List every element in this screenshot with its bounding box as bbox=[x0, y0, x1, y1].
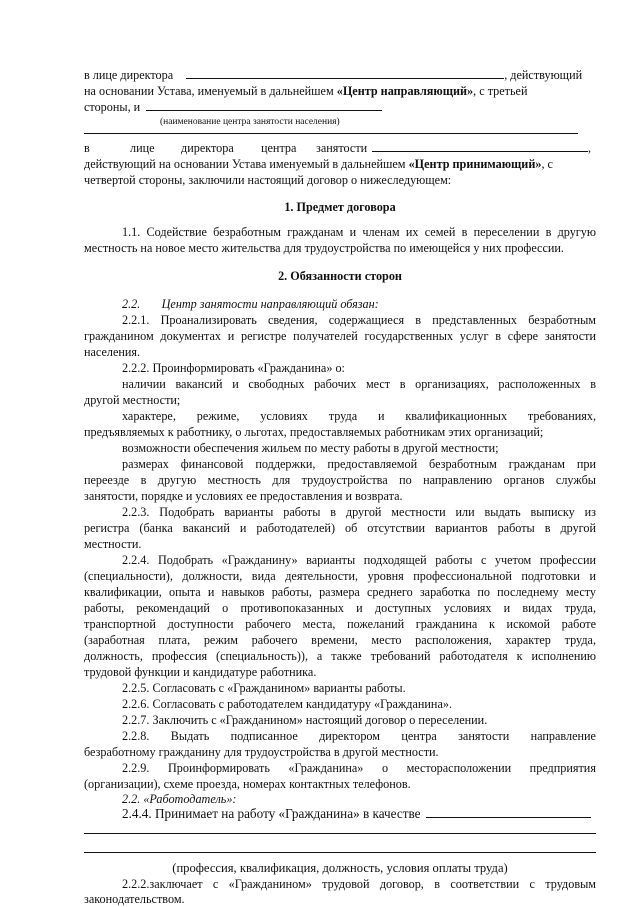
para-2-2-4-l3: квалификации, опыта и навыков работы, размера среднего заработка по последнему месту bbox=[84, 585, 596, 599]
text: на основании Устава, именуемый в дальнейшем bbox=[84, 84, 337, 98]
text: центра bbox=[401, 729, 437, 743]
text: месторасположении bbox=[406, 761, 512, 775]
blank-line-1[interactable] bbox=[84, 833, 596, 834]
text: «Гражданина» bbox=[288, 761, 364, 775]
text: , bbox=[588, 141, 592, 155]
para-2-2-4-l6: (заработная плата, режим рабочего времени, место расположения, характер труда, bbox=[84, 633, 596, 647]
para-2-2-1-end: населения. bbox=[84, 345, 141, 359]
text: , с bbox=[541, 157, 553, 171]
para-2-2-2-item-4-cont: переезде в другую местность для трудоустройства по направлению органов службы bbox=[84, 473, 596, 487]
para-1-1-cont: местность на новое место жительства для трудоустройства по имеющейся у них профессии. bbox=[84, 241, 564, 255]
para-2-2-4-l5: транспортной доступности рабочего места, пожеланий гражданина к искомой работе bbox=[84, 617, 596, 631]
subsection-2-2-heading: 2.2. Центр занятости направляющий обязан: bbox=[122, 297, 379, 311]
text: , действующий bbox=[504, 68, 583, 82]
caption-position: (профессия, квалификация, должность, условия оплаты труда) bbox=[172, 861, 508, 875]
blank-center-name[interactable] bbox=[146, 99, 382, 111]
para-2-2-7: 2.2.7. Заключить с «Гражданином» настоящий договор о переселении. bbox=[122, 713, 488, 727]
para-2-2-4: 2.2.4. Подобрать «Гражданину» варианты подходящей работы с учетом профессии bbox=[122, 553, 596, 567]
text: 2.4.4. Принимает на работу «Гражданина» в качестве bbox=[122, 806, 421, 821]
text: предприятия bbox=[529, 761, 596, 775]
para-2-2-8 bbox=[122, 728, 596, 744]
section-2-title: 2. Обязанности сторон bbox=[278, 269, 402, 283]
para-2-2-9 bbox=[122, 760, 596, 776]
text: , с третьей bbox=[473, 84, 528, 98]
blank-line-2[interactable] bbox=[84, 852, 596, 853]
text: о bbox=[381, 761, 389, 775]
text: Проинформировать bbox=[167, 761, 270, 775]
para-2-2-5: 2.2.5. Согласовать с «Гражданином» варианты работы. bbox=[122, 681, 406, 695]
para-2-2-2-item-2-end: предъявляемых к работнику, о льготах, предоставляемых работникам этих организаций; bbox=[84, 425, 544, 439]
para-1-1: 1.1. Содействие безработным гражданам и членам их семей в переселении в другую bbox=[122, 225, 596, 239]
para-2-2-2-item-4-end: занятости, порядке и условиях ее предоставления и возврата. bbox=[84, 489, 403, 503]
para-2-2-3: 2.2.3. Подобрать варианты работы в другой местности или выдать выписку из bbox=[122, 505, 596, 519]
director-line-1 bbox=[84, 67, 596, 83]
para-2-2-4-l7: должность, профессия (специальность)), а также требований работодателя к исполнению bbox=[84, 649, 596, 663]
para-2-4-4 bbox=[122, 806, 596, 822]
para-2-2-2: 2.2.2. Проинформировать «Гражданина» о: bbox=[122, 361, 345, 375]
text: лице bbox=[130, 141, 155, 155]
text: директором bbox=[319, 729, 381, 743]
basis-line-1 bbox=[84, 83, 596, 99]
party-receiving-center: «Центр принимающий» bbox=[408, 157, 542, 171]
blank-full-line[interactable] bbox=[84, 133, 578, 134]
para-2-2-2-item-1-end: другой местности; bbox=[84, 393, 181, 407]
para-2-2-2-item-1: наличии вакансий и свободных рабочих мест в организациях, расположенных в bbox=[122, 377, 596, 391]
para-2-2-3-cont: регистра (банка вакансий и работодателей) об отсутствии вариантов работы в другой bbox=[84, 521, 596, 535]
text: 2.2.9. bbox=[122, 761, 150, 775]
blank-director-name-2[interactable] bbox=[372, 140, 588, 152]
para-2-2-1-cont: гражданином документах и регистре получателей государственных услуг в сфере занятости bbox=[84, 329, 596, 343]
text: подписанное bbox=[230, 729, 298, 743]
text: Выдать bbox=[170, 729, 210, 743]
text: центра bbox=[261, 141, 297, 155]
para-2-2-2-contract: 2.2.2.заключает с «Гражданином» трудовой договор, в соответствии с трудовым bbox=[122, 877, 596, 891]
para-2-2-6: 2.2.6. Согласовать с работодателем кандидатуру «Гражданина». bbox=[122, 697, 453, 711]
para-2-2-2-item-2: характере, режиме, условиях труда и квалификационных требованиях, bbox=[122, 409, 596, 423]
text: стороны, и bbox=[84, 100, 141, 114]
text: занятости bbox=[458, 729, 510, 743]
para-2-2-4-end: трудовой функции и кандидатуре работника. bbox=[84, 665, 317, 679]
blank-director-name[interactable] bbox=[186, 67, 504, 79]
caption-center-name: (наименование центра занятости населения) bbox=[160, 117, 340, 127]
para-2-2-9-end: (организации), схеме проезда, номерах контактных телефонов. bbox=[84, 777, 411, 791]
party-line-3 bbox=[84, 99, 596, 115]
text: занятости bbox=[316, 141, 368, 155]
party-directing-center: «Центр направляющий» bbox=[336, 84, 474, 98]
blank-position[interactable] bbox=[426, 806, 591, 818]
party-line-7: четвертой стороны, заключили настоящий договор о нижеследующем: bbox=[84, 173, 452, 187]
para-2-2-2-item-4: размерах финансовой поддержки, предоставляемой безработным гражданам при bbox=[122, 457, 596, 471]
basis-line-2 bbox=[84, 156, 596, 172]
text: директора bbox=[181, 141, 234, 155]
subsection-employer-heading: 2.2. «Работодатель»: bbox=[122, 792, 237, 806]
text: действующий на основании Устава именуемый в дальнейшем bbox=[84, 157, 409, 171]
text: направление bbox=[530, 729, 596, 743]
text: в bbox=[84, 141, 90, 155]
para-2-2-8-end: безработному гражданину для трудоустройства в другой местности. bbox=[84, 745, 439, 759]
para-2-2-2-contract-end: законодательством. bbox=[84, 892, 185, 906]
para-2-2-4-l2: (специальности), должности, вида деятельности, уровня профессиональной подготовки и bbox=[84, 569, 596, 583]
para-2-2-4-l4: работы, рекомендаций о противопоказанных и доступных условиях и видах труда, bbox=[84, 601, 596, 615]
text: 2.2.8. bbox=[122, 729, 150, 743]
para-2-2-2-item-3: возможности обеспечения жильем по месту работы в другой местности; bbox=[122, 441, 499, 455]
section-1-title: 1. Предмет договора bbox=[284, 200, 396, 214]
para-2-2-3-end: местности. bbox=[84, 537, 142, 551]
text: в лице директора bbox=[84, 68, 174, 82]
para-2-2-1: 2.2.1. Проанализировать сведения, содержащиеся в представленных безработным bbox=[122, 313, 596, 327]
director-line-2 bbox=[84, 140, 596, 156]
